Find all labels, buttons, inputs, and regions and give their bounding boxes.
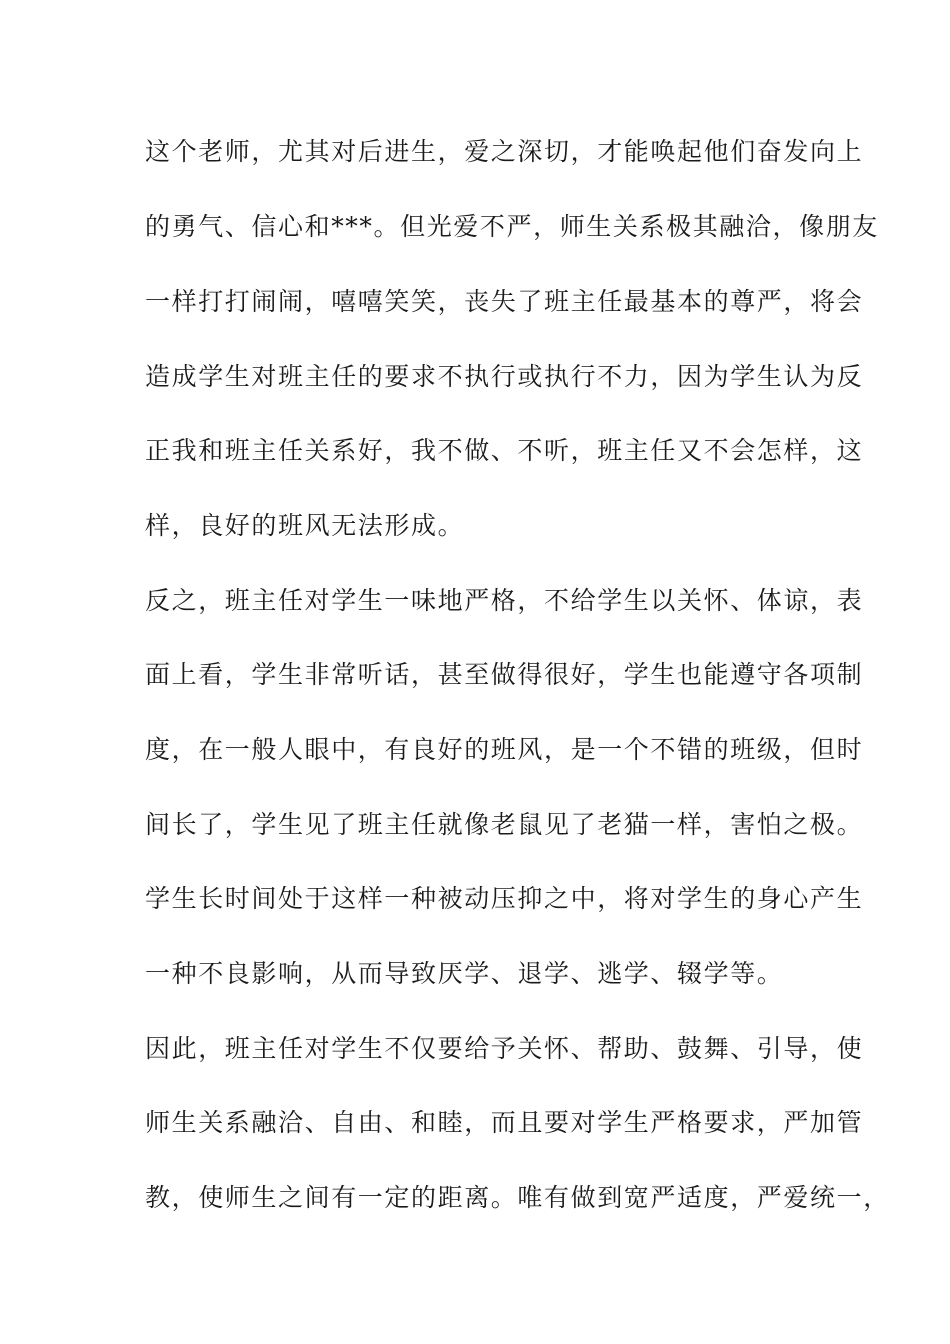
text-line: 学生长时间处于这样一种被动压抑之中，将对学生的身心产生 [145,884,864,913]
text-line: 间长了，学生见了班主任就像老鼠见了老猫一样，害怕之极。 [145,810,864,839]
text-line: 这个老师，尤其对后进生，爱之深切，才能唤起他们奋发向上 [145,137,864,166]
text-line: 一种不良影响，从而导致厌学、退学、逃学、辍学等。 [145,959,784,988]
text-line: 面上看，学生非常听话，甚至做得很好，学生也能遵守各项制 [145,660,864,689]
text-line: 度，在一般人眼中，有良好的班风，是一个不错的班级，但时 [145,735,864,764]
text-line: 造成学生对班主任的要求不执行或执行不力，因为学生认为反 [145,362,864,391]
text-line: 教，使师生之间有一定的距离。唯有做到宽严适度，严爱统一， [145,1183,890,1212]
text-line: 师生关系融洽、自由、和睦，而且要对学生严格要求，严加管 [145,1108,864,1137]
text-line: 一样打打闹闹，嘻嘻笑笑，丧失了班主任最基本的尊严，将会 [145,287,864,316]
text-line: 的勇气、信心和***。但光爱不严，师生关系极其融洽，像朋友 [145,212,879,241]
text-line: 反之，班主任对学生一味地严格，不给学生以关怀、体谅，表 [145,586,864,615]
text-line: 因此，班主任对学生不仅要给予关怀、帮助、鼓舞、引导，使 [145,1034,864,1063]
text-line: 正我和班主任关系好，我不做、不听，班主任又不会怎样，这 [145,436,864,465]
text-line: 样，良好的班风无法形成。 [145,511,465,540]
